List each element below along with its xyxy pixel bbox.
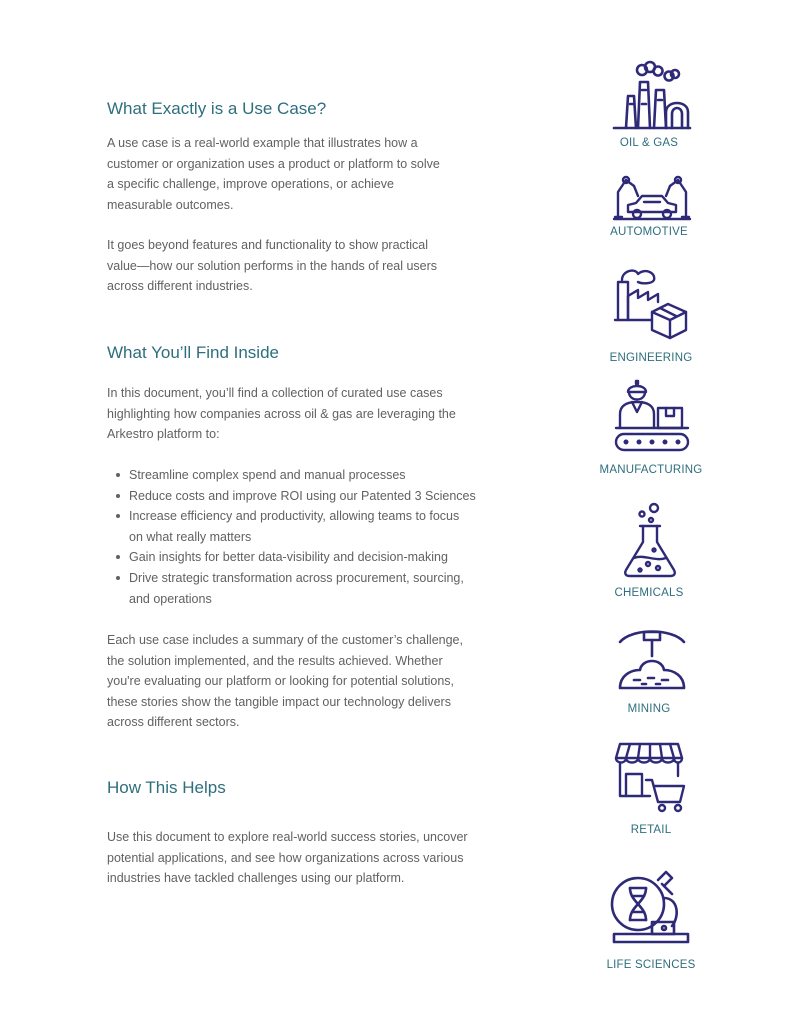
flask-icon [618, 502, 682, 578]
industry-label-chemicals: CHEMICALS [614, 587, 684, 599]
worker-conveyor-icon [612, 378, 692, 454]
helps-paragraph: Use this document to explore real-world success stories, uncover potential applications, and see how organizations across various industries have tackled challenges using our platform. [107, 830, 468, 886]
industry-label-manufacturing: MANUFACTURING [599, 464, 703, 476]
storefront-cart-icon [612, 740, 692, 814]
industry-label-retail: RETAIL [630, 824, 672, 836]
oil-refinery-icon [612, 60, 692, 132]
list-item: Drive strategic transformation across procurement, sourcing, and operations [107, 568, 497, 609]
inside-outro-paragraph: Each use case includes a summary of the customer’s challenge, the solution implemented, and the results achieved. Whether you're evaluating our platform or looking for potential solutions, these stories show the tangible impact our technology delivers across different sectors. [107, 633, 463, 730]
car-assembly-icon [612, 172, 692, 222]
list-item: Gain insights for better data-visibility and decision-making [107, 547, 497, 568]
industry-label-mining: MINING [627, 703, 671, 715]
section-title-use-case: What Exactly is a Use Case? [107, 99, 327, 118]
use-case-paragraph-1: A use case is a real-world example that illustrates how a customer or organization uses a product or platform to solve a specific challenge, improve operations, or achieve measurable outcomes. [107, 136, 440, 212]
list-item: Streamline complex spend and manual processes [107, 465, 497, 486]
industry-label-life-sciences: LIFE SCIENCES [606, 959, 696, 971]
industry-label-oil-gas: OIL & GAS [619, 137, 679, 149]
inside-intro-paragraph: In this document, you’ll find a collection of curated use cases highlighting how companies across oil & gas are leveraging the Arkestro platform to: [107, 386, 456, 442]
benefits-list [107, 465, 497, 609]
pickaxe-pile-icon [612, 622, 692, 692]
list-item: Reduce costs and improve ROI using our Patented 3 Sciences [107, 486, 497, 507]
section-title-inside: What You’ll Find Inside [107, 343, 279, 362]
list-item: Increase efficiency and productivity, allowing teams to focus on what really matters [107, 506, 497, 547]
industry-label-engineering: ENGINEERING [609, 352, 693, 364]
use-case-paragraph-2: It goes beyond features and functionality to show practical value—how our solution performs in the hands of real users across different industries. [107, 238, 438, 294]
dna-microscope-icon [608, 868, 692, 948]
factory-box-icon [612, 262, 692, 342]
industry-label-automotive: AUTOMOTIVE [610, 226, 688, 238]
section-title-helps: How This Helps [107, 778, 226, 797]
